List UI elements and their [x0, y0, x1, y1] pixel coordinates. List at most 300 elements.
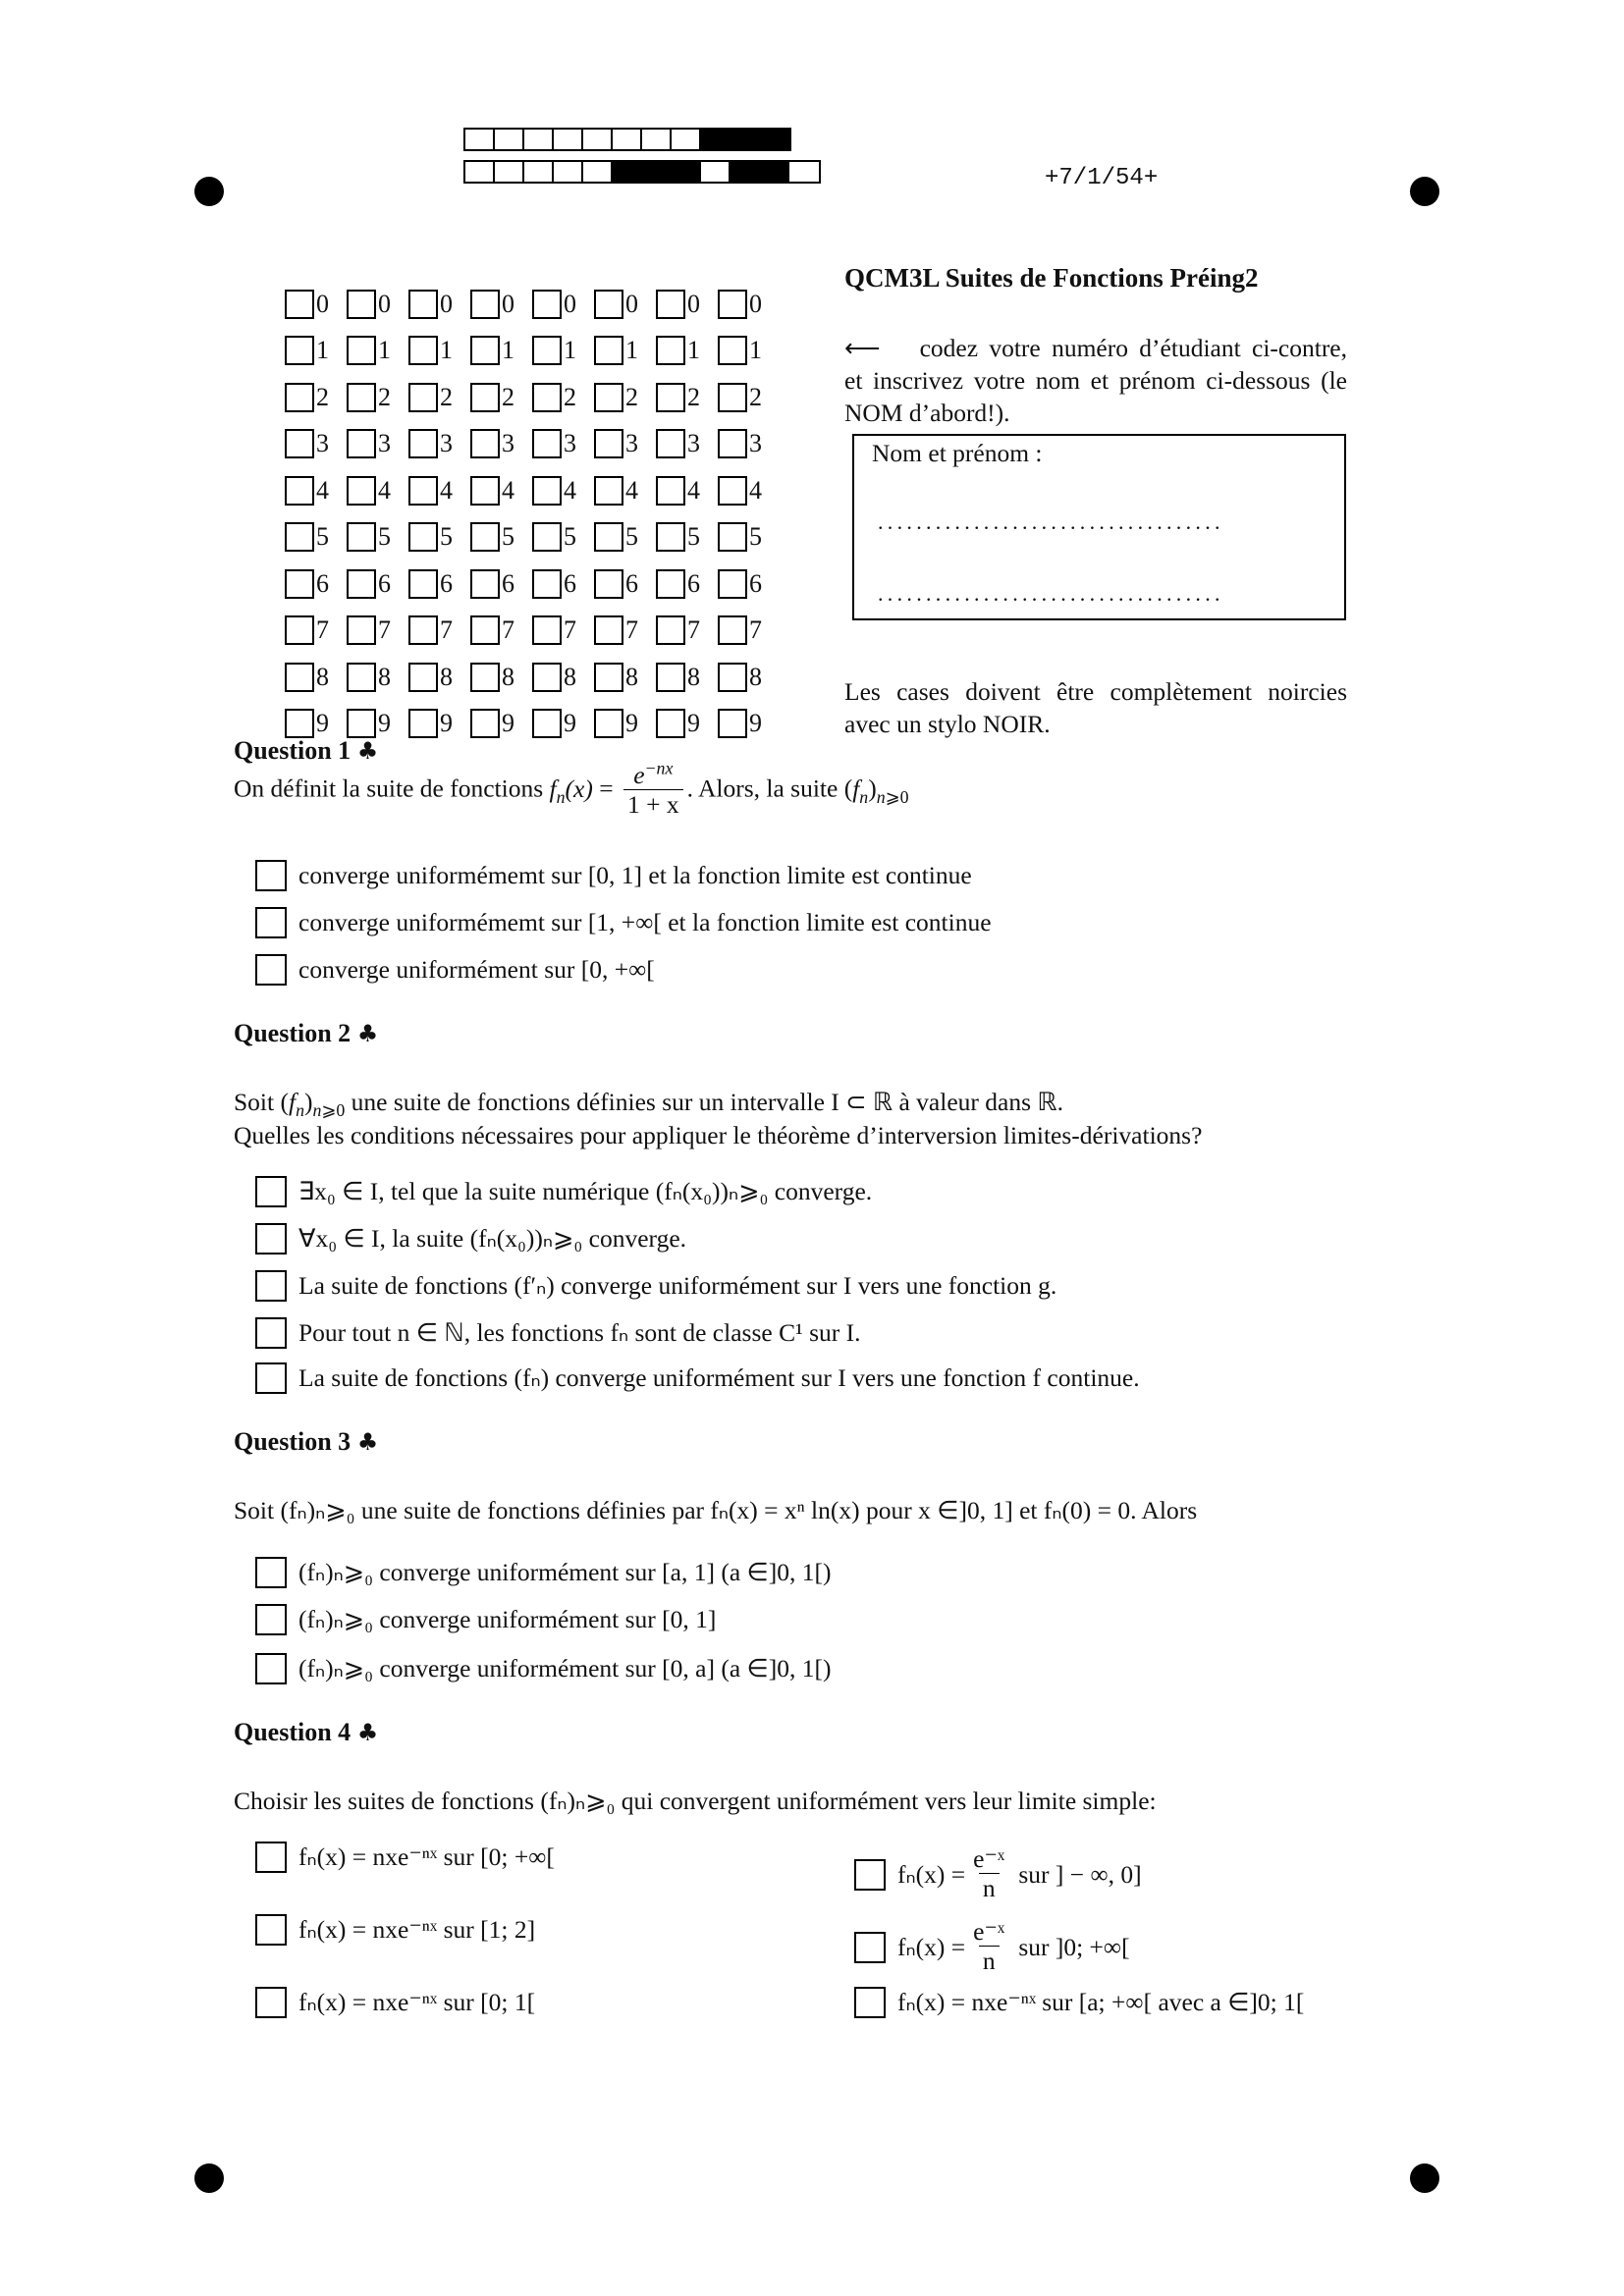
answer-text: converge uniformément sur [0, +∞[ — [298, 955, 655, 984]
barcode-cell — [642, 162, 672, 182]
student-id-cell — [594, 429, 656, 458]
student-id-checkbox[interactable] — [347, 663, 376, 692]
student-id-checkbox[interactable] — [347, 615, 376, 645]
student-id-digit-label: 3 — [749, 429, 762, 458]
student-id-checkbox[interactable] — [470, 709, 500, 738]
student-id-cell — [470, 383, 532, 412]
student-id-checkbox[interactable] — [408, 336, 438, 365]
student-id-digit-label: 0 — [564, 289, 576, 318]
formula-lhs: fₙ(x) = nxe⁻ⁿˣ — [897, 1988, 1037, 2016]
student-id-digit-label: 2 — [502, 382, 514, 411]
student-id-checkbox[interactable] — [532, 569, 562, 599]
student-id-digit-label: 5 — [564, 522, 576, 552]
student-id-digit-label: 8 — [625, 662, 638, 691]
student-id-digit-label: 0 — [687, 289, 700, 318]
student-id-cell — [470, 569, 532, 599]
student-id-digit-label: 7 — [625, 615, 638, 645]
student-id-checkbox[interactable] — [408, 383, 438, 412]
student-id-cell — [532, 615, 594, 645]
name-line-2[interactable]: .................................... — [878, 581, 1224, 606]
question-4-heading: Question 4 ♣ — [234, 1718, 379, 1746]
student-id-checkbox[interactable] — [656, 522, 685, 552]
answer-checkbox[interactable] — [255, 860, 287, 891]
answer-checkbox[interactable] — [854, 1932, 886, 1963]
answer-text: Pour tout n ∈ ℕ, les fonctions fₙ sont de classe C¹ sur I. — [298, 1318, 861, 1347]
student-id-cell — [285, 569, 347, 599]
student-id-checkbox[interactable] — [532, 336, 562, 365]
student-id-cell — [594, 476, 656, 506]
student-id-cell — [347, 522, 408, 552]
student-id-digit-label: 7 — [440, 615, 453, 645]
student-id-digit-label: 9 — [687, 709, 700, 738]
student-id-cell — [532, 709, 594, 738]
student-id-checkbox[interactable] — [594, 336, 623, 365]
student-id-checkbox[interactable] — [532, 290, 562, 319]
student-id-digit-label: 1 — [378, 336, 391, 365]
student-id-digit-label: 5 — [316, 522, 329, 552]
student-id-cell — [347, 615, 408, 645]
answer-text: La suite de fonctions (f′ₙ) converge uniformément sur I vers une fonction g. — [298, 1271, 1057, 1300]
student-id-cell — [285, 476, 347, 506]
answer-checkbox[interactable] — [255, 1362, 287, 1394]
club-icon: ♣ — [356, 1020, 379, 1047]
student-id-cell — [285, 429, 347, 458]
student-id-digit-label: 1 — [440, 336, 453, 365]
barcode-cell — [465, 162, 495, 182]
question-4-option-right[interactable] — [854, 1845, 1142, 1904]
answer-text: fₙ(x) = nxe⁻ⁿˣ sur [0; 1[ — [298, 1988, 536, 2016]
student-id-digit-label: 1 — [687, 336, 700, 365]
barcode-cell — [789, 162, 819, 182]
student-id-cell — [470, 476, 532, 506]
student-id-checkbox[interactable] — [532, 663, 562, 692]
student-id-checkbox[interactable] — [470, 522, 500, 552]
question-3-option[interactable] — [255, 1653, 831, 1684]
student-id-cell — [656, 336, 718, 365]
answer-checkbox[interactable] — [255, 1557, 287, 1588]
student-id-cell — [594, 663, 656, 692]
student-id-checkbox[interactable] — [285, 429, 314, 458]
student-id-checkbox[interactable] — [285, 336, 314, 365]
student-id-cell — [656, 663, 718, 692]
barcode-cell — [524, 162, 554, 182]
student-id-checkbox[interactable] — [656, 290, 685, 319]
fraction-numerator: e⁻ˣ — [973, 1917, 1005, 1946]
fraction-denominator: n — [979, 1873, 1000, 1904]
student-id-cell — [594, 615, 656, 645]
student-id-cell — [718, 569, 780, 599]
answer-checkbox[interactable] — [255, 1604, 287, 1635]
answer-text: ∃x₀ ∈ I, tel que la suite numérique (fₙ(x₀))ₙ⩾₀ converge. — [298, 1177, 873, 1205]
student-id-checkbox[interactable] — [656, 336, 685, 365]
name-line-1[interactable]: .................................... — [878, 509, 1224, 534]
student-id-checkbox[interactable] — [285, 709, 314, 738]
answer-text: (fₙ)ₙ⩾₀ converge uniformément sur [0, a] (a ∈]0, 1[) — [298, 1654, 832, 1682]
student-id-checkbox[interactable] — [470, 383, 500, 412]
student-id-checkbox[interactable] — [347, 569, 376, 599]
student-id-checkbox[interactable] — [532, 383, 562, 412]
student-id-checkbox[interactable] — [285, 569, 314, 599]
formula-tail: sur ]0; +∞[ — [1018, 1932, 1130, 1961]
student-id-checkbox[interactable] — [408, 615, 438, 645]
question-1-option[interactable] — [255, 860, 972, 891]
student-id-digit-label: 9 — [440, 709, 453, 738]
student-id-digit-label: 5 — [749, 522, 762, 552]
student-id-checkbox[interactable] — [470, 663, 500, 692]
student-id-digit-label: 7 — [564, 615, 576, 645]
student-id-cell — [347, 476, 408, 506]
student-id-checkbox[interactable] — [408, 569, 438, 599]
student-id-checkbox[interactable] — [718, 569, 747, 599]
question-2-option[interactable] — [255, 1223, 686, 1255]
answer-checkbox[interactable] — [255, 1914, 287, 1946]
student-id-cell — [656, 290, 718, 319]
question-1-option[interactable] — [255, 907, 992, 938]
student-id-cell — [718, 663, 780, 692]
student-id-cell — [718, 615, 780, 645]
student-id-cell — [718, 429, 780, 458]
student-id-row — [285, 467, 780, 514]
student-id-row — [285, 561, 780, 608]
student-id-cell — [718, 709, 780, 738]
student-id-checkbox[interactable] — [656, 476, 685, 506]
answer-text: (fₙ)ₙ⩾₀ converge uniformément sur [0, 1] — [298, 1605, 717, 1633]
student-id-cell — [656, 429, 718, 458]
exam-title: QCM3L Suites de Fonctions Préing2 — [844, 263, 1259, 293]
question-4-prompt: Choisir les suites de fonctions (fₙ)ₙ⩾₀ qui convergent uniformément vers leur limite simple: — [234, 1787, 1157, 1815]
student-id-cell — [532, 290, 594, 319]
formula-tail: sur ] − ∞, 0] — [1018, 1859, 1142, 1889]
student-id-checkbox[interactable] — [470, 429, 500, 458]
barcode-cell — [495, 130, 524, 149]
student-id-checkbox[interactable] — [285, 663, 314, 692]
student-id-checkbox[interactable] — [594, 429, 623, 458]
student-id-checkbox[interactable] — [718, 476, 747, 506]
question-4-option-right[interactable] — [854, 1918, 1130, 1977]
question-4-option-left[interactable] — [255, 1987, 535, 2018]
name-label: Nom et prénom : — [872, 439, 1043, 467]
student-id-digit-label: 8 — [749, 662, 762, 691]
club-icon: ♣ — [356, 737, 379, 765]
name-box[interactable] — [852, 434, 1346, 620]
student-id-checkbox[interactable] — [347, 522, 376, 552]
student-id-cell — [408, 476, 470, 506]
student-id-digit-label: 2 — [564, 382, 576, 411]
student-id-digit-label: 3 — [564, 429, 576, 458]
barcode-cell — [760, 130, 789, 149]
student-id-cell — [285, 383, 347, 412]
student-id-checkbox[interactable] — [408, 290, 438, 319]
answer-text: converge uniformémemt sur [0, 1] et la fonction limite est continue — [298, 861, 972, 889]
answer-checkbox[interactable] — [255, 1987, 287, 2018]
barcode-row-2 — [463, 160, 821, 184]
student-id-checkbox[interactable] — [718, 522, 747, 552]
student-id-digit-label: 1 — [316, 336, 329, 365]
student-id-cell — [532, 663, 594, 692]
student-id-cell — [408, 615, 470, 645]
student-id-cell — [408, 569, 470, 599]
barcode-cell — [672, 130, 701, 149]
student-id-digit-label: 1 — [625, 336, 638, 365]
question-3-heading: Question 3 ♣ — [234, 1427, 379, 1456]
student-id-checkbox[interactable] — [285, 522, 314, 552]
student-id-digit-label: 8 — [687, 662, 700, 691]
student-id-cell — [347, 709, 408, 738]
barcode-cell — [613, 130, 642, 149]
student-id-digit-label: 0 — [749, 289, 762, 318]
student-id-checkbox[interactable] — [347, 709, 376, 738]
student-id-digit-label: 5 — [502, 522, 514, 552]
formula-lhs: fₙ(x) = — [897, 1859, 966, 1889]
student-id-checkbox[interactable] — [470, 615, 500, 645]
student-id-checkbox[interactable] — [532, 429, 562, 458]
student-id-checkbox[interactable] — [656, 615, 685, 645]
student-id-checkbox[interactable] — [656, 663, 685, 692]
question-1-option[interactable] — [255, 954, 655, 986]
instruction-text: codez votre numéro d’étudiant ci-contre, et inscrivez votre nom et prénom ci-dessous (le NOM d’abord!). — [844, 334, 1347, 427]
question-3-option[interactable] — [255, 1557, 831, 1588]
answer-checkbox[interactable] — [255, 1176, 287, 1207]
student-id-checkbox[interactable] — [408, 522, 438, 552]
barcode-cell — [701, 162, 731, 182]
answer-checkbox[interactable] — [255, 907, 287, 938]
club-icon: ♣ — [356, 1719, 379, 1746]
answer-checkbox[interactable] — [854, 1987, 886, 2018]
student-id-checkbox[interactable] — [594, 615, 623, 645]
student-id-digit-label: 0 — [440, 289, 453, 318]
answer-checkbox[interactable] — [255, 954, 287, 986]
student-id-digit-label: 6 — [378, 568, 391, 598]
barcode-cell — [495, 162, 524, 182]
student-id-digit-label: 4 — [625, 475, 638, 505]
question-4-option-right[interactable] — [854, 1987, 1304, 2018]
student-id-cell — [470, 336, 532, 365]
student-id-checkbox[interactable] — [285, 615, 314, 645]
student-id-cell — [285, 663, 347, 692]
student-id-cell — [470, 522, 532, 552]
student-id-cell — [285, 522, 347, 552]
question-1-prompt: On définit la suite de fonctions $f_n(x)$ = $\frac{e^{-nx}}{1 + x}$ . Alors, la suite $(f_n)_{n⩾0}$ — [234, 758, 909, 820]
registration-mark-top-left — [194, 177, 224, 206]
student-id-checkbox[interactable] — [718, 709, 747, 738]
student-id-checkbox[interactable] — [718, 429, 747, 458]
formula-tail: sur [a; +∞[ avec a ∈]0; 1[ — [1042, 1988, 1305, 2016]
instructions — [844, 332, 1347, 429]
student-id-digit-label: 2 — [625, 382, 638, 411]
student-id-digit-label: 2 — [316, 382, 329, 411]
answer-checkbox[interactable] — [255, 1223, 287, 1255]
student-id-digit-label: 8 — [502, 662, 514, 691]
formula-fraction: $\frac{e^{-nx}}{1 + x}$ — [623, 762, 683, 821]
student-id-checkbox[interactable] — [594, 709, 623, 738]
student-id-digit-label: 5 — [378, 522, 391, 552]
student-id-digit-label: 7 — [378, 615, 391, 645]
student-id-checkbox[interactable] — [408, 709, 438, 738]
student-id-cell — [718, 522, 780, 552]
barcode-cell — [613, 162, 642, 182]
student-id-digit-label: 7 — [687, 615, 700, 645]
student-id-cell — [470, 709, 532, 738]
student-id-cell — [594, 709, 656, 738]
barcode-cell — [583, 162, 613, 182]
student-id-digit-label: 9 — [502, 709, 514, 738]
student-id-digit-label: 1 — [502, 336, 514, 365]
student-id-cell — [656, 615, 718, 645]
student-id-checkbox[interactable] — [347, 336, 376, 365]
student-id-checkbox[interactable] — [470, 476, 500, 506]
student-id-cell — [285, 615, 347, 645]
barcode-row-1 — [463, 128, 791, 151]
answer-text: fₙ(x) = nxe⁻ⁿˣ sur [0; +∞[ — [298, 1842, 555, 1871]
student-id-row — [285, 421, 780, 468]
student-id-checkbox[interactable] — [594, 522, 623, 552]
student-id-row — [285, 608, 780, 655]
answer-checkbox[interactable] — [255, 1653, 287, 1684]
student-id-checkbox[interactable] — [594, 569, 623, 599]
student-id-row — [285, 328, 780, 375]
student-id-checkbox[interactable] — [718, 336, 747, 365]
formula-fraction — [969, 1918, 1008, 1977]
student-id-checkbox[interactable] — [718, 663, 747, 692]
student-id-digit-label: 4 — [687, 475, 700, 505]
student-id-checkbox[interactable] — [594, 476, 623, 506]
student-id-checkbox[interactable] — [656, 709, 685, 738]
question-4-option-left[interactable] — [255, 1914, 535, 1946]
student-id-digit-label: 6 — [749, 568, 762, 598]
student-id-checkbox[interactable] — [347, 383, 376, 412]
student-id-cell — [285, 336, 347, 365]
student-id-checkbox[interactable] — [347, 290, 376, 319]
student-id-checkbox[interactable] — [285, 290, 314, 319]
student-id-digit-label: 6 — [687, 568, 700, 598]
formula-fraction — [969, 1845, 1008, 1904]
formula-lhs: fₙ(x) = — [897, 1932, 966, 1961]
student-id-checkbox[interactable] — [408, 429, 438, 458]
question-4-option-left[interactable] — [255, 1842, 555, 1873]
student-id-cell — [532, 383, 594, 412]
student-id-checkbox[interactable] — [656, 569, 685, 599]
student-id-row — [285, 281, 780, 328]
student-id-digit-label: 3 — [316, 429, 329, 458]
student-id-digit-label: 5 — [687, 522, 700, 552]
student-id-checkbox[interactable] — [470, 569, 500, 599]
student-id-checkbox[interactable] — [532, 522, 562, 552]
student-id-checkbox[interactable] — [594, 383, 623, 412]
student-id-checkbox[interactable] — [594, 290, 623, 319]
registration-mark-bottom-left — [194, 2163, 224, 2193]
student-id-checkbox[interactable] — [532, 709, 562, 738]
student-id-digit-label: 4 — [378, 475, 391, 505]
student-id-cell — [285, 290, 347, 319]
student-id-cell — [532, 429, 594, 458]
student-id-checkbox[interactable] — [408, 663, 438, 692]
barcode-cell — [583, 130, 613, 149]
student-id-checkbox[interactable] — [285, 383, 314, 412]
fraction-numerator: e⁻ˣ — [973, 1844, 1005, 1873]
student-id-digit-label: 8 — [378, 662, 391, 691]
answer-checkbox[interactable] — [255, 1317, 287, 1349]
fill-note: Les cases doivent être complètement noircies avec un stylo NOIR. — [844, 677, 1347, 738]
student-id-digit-label: 2 — [687, 382, 700, 411]
student-id-cell — [594, 336, 656, 365]
student-id-checkbox[interactable] — [347, 476, 376, 506]
student-id-checkbox[interactable] — [656, 383, 685, 412]
barcode-cell — [465, 130, 495, 149]
student-id-checkbox[interactable] — [532, 476, 562, 506]
student-id-digit-label: 6 — [316, 568, 329, 598]
student-id-checkbox[interactable] — [285, 476, 314, 506]
student-id-digit-label: 9 — [564, 709, 576, 738]
student-id-digit-label: 4 — [316, 475, 329, 505]
answer-checkbox[interactable] — [255, 1270, 287, 1302]
student-id-digit-label: 3 — [440, 429, 453, 458]
student-id-digit-label: 8 — [316, 662, 329, 691]
student-id-digit-label: 6 — [440, 568, 453, 598]
student-id-digit-label: 4 — [440, 475, 453, 505]
page-code: +7/1/54+ — [1045, 165, 1159, 191]
student-id-checkbox[interactable] — [470, 290, 500, 319]
question-2-option[interactable] — [255, 1317, 861, 1349]
student-id-checkbox[interactable] — [718, 290, 747, 319]
student-id-grid — [285, 281, 780, 747]
question-1-heading: Question 1 ♣ — [234, 736, 379, 765]
question-2-option[interactable] — [255, 1270, 1056, 1302]
barcode-cell — [524, 130, 554, 149]
student-id-cell — [408, 383, 470, 412]
student-id-digit-label: 2 — [440, 382, 453, 411]
question-3-option[interactable] — [255, 1604, 716, 1635]
student-id-digit-label: 6 — [625, 568, 638, 598]
student-id-digit-label: 0 — [502, 289, 514, 318]
answer-checkbox[interactable] — [854, 1859, 886, 1891]
question-3-prompt: Soit (fₙ)ₙ⩾₀ une suite de fonctions définies par fₙ(x) = xⁿ ln(x) pour x ∈]0, 1] et fₙ(0) = 0. Alors — [234, 1496, 1198, 1524]
student-id-checkbox[interactable] — [656, 429, 685, 458]
student-id-cell — [470, 663, 532, 692]
student-id-checkbox[interactable] — [532, 615, 562, 645]
student-id-cell — [408, 709, 470, 738]
answer-checkbox[interactable] — [255, 1842, 287, 1873]
student-id-cell — [470, 290, 532, 319]
student-id-digit-label: 8 — [440, 662, 453, 691]
student-id-cell — [408, 663, 470, 692]
student-id-digit-label: 7 — [502, 615, 514, 645]
barcode-cell — [731, 162, 760, 182]
student-id-checkbox[interactable] — [347, 429, 376, 458]
student-id-checkbox[interactable] — [718, 383, 747, 412]
student-id-checkbox[interactable] — [718, 615, 747, 645]
question-2-option[interactable] — [255, 1176, 872, 1207]
student-id-row — [285, 654, 780, 701]
student-id-cell — [347, 290, 408, 319]
student-id-digit-label: 1 — [749, 336, 762, 365]
answer-text: fₙ(x) = nxe⁻ⁿˣ sur [1; 2] — [298, 1915, 536, 1944]
student-id-cell — [594, 522, 656, 552]
student-id-cell — [718, 336, 780, 365]
barcode-cell — [760, 162, 789, 182]
student-id-cell — [594, 290, 656, 319]
student-id-cell — [718, 383, 780, 412]
student-id-checkbox[interactable] — [594, 663, 623, 692]
student-id-digit-label: 3 — [625, 429, 638, 458]
question-2-option[interactable] — [255, 1362, 1140, 1394]
barcode-cell — [672, 162, 701, 182]
arrow-left-icon: ⟵ — [844, 334, 881, 362]
student-id-digit-label: 9 — [378, 709, 391, 738]
student-id-digit-label: 4 — [502, 475, 514, 505]
student-id-digit-label: 9 — [316, 709, 329, 738]
student-id-checkbox[interactable] — [470, 336, 500, 365]
student-id-checkbox[interactable] — [408, 476, 438, 506]
